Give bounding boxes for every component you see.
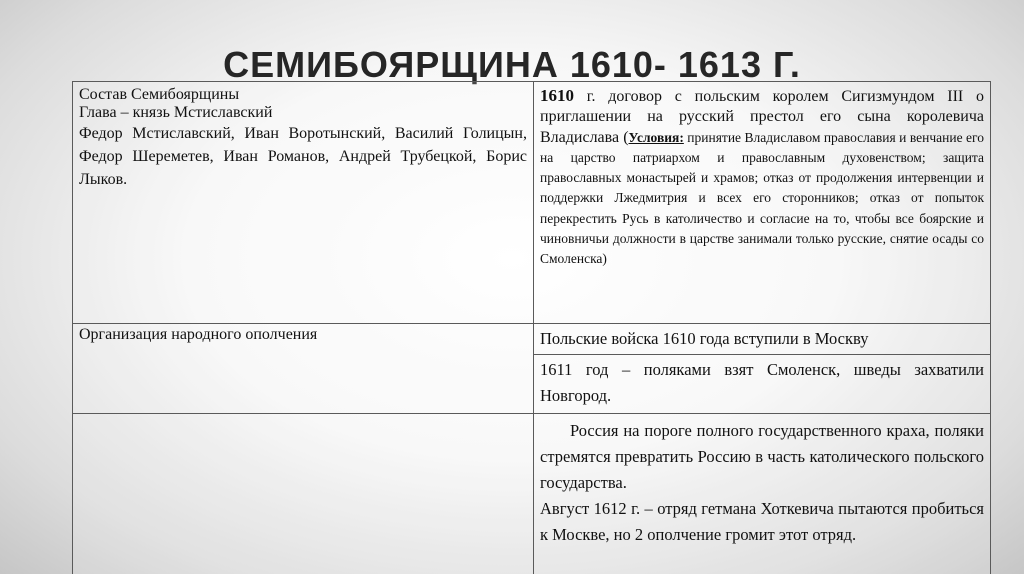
- smolensk-cell: [534, 355, 991, 414]
- table-row: [73, 324, 991, 355]
- conditions-open: (: [623, 128, 629, 146]
- smolensk-text: 1611 год – поляками взят Смоленск, шведы захватили Новгород.: [540, 360, 984, 405]
- history-table: [72, 81, 991, 574]
- militia-text: Организация народного ополчения: [79, 326, 318, 343]
- composition-heading: Состав Семибоярщины: [79, 86, 240, 103]
- collapse-block: [540, 418, 984, 548]
- history-table-container: [72, 81, 990, 574]
- members-list: Федор Мстиславский, Иван Воротынский, Василий Голицын, Федор Шереметев, Иван Романов, Андрей Трубецкой, Борис Лыков.: [79, 125, 527, 188]
- head-line: Глава – князь Мстиславский: [79, 104, 273, 121]
- treaty-lead: г. договор с польским королем Сигизмундом III о приглашении на русский престол его сына королевича Владислава: [540, 88, 984, 146]
- composition-cell: [73, 82, 534, 324]
- collapse-text: Россия на пороге полного государственного краха, поляки стремятся превратить Россию в часть католического польского государства.: [540, 421, 984, 492]
- empty-cell: [73, 414, 534, 574]
- collapse-cell: [534, 414, 991, 574]
- conditions-label: Условия:: [628, 129, 684, 145]
- polish-troops-text: Польские войска 1610 года вступили в Москву: [540, 329, 869, 348]
- page-title: СЕМИБОЯРЩИНА 1610- 1613 Г.: [223, 44, 801, 85]
- august-text: Август 1612 г. – отряд гетмана Хоткевича пытаются пробиться к Москве, но 2 ополчение громит этот отряд.: [540, 499, 984, 544]
- treaty-cell: [534, 82, 991, 324]
- polish-troops-cell: [534, 324, 991, 355]
- conditions-text: принятие Владиславом православия и венчание его на царство патриархом и православным духовенством; защита православных монастырей и храмов; отказ от продолжения интервенции и поддержки Лжедмитрия и всех его сторонников; отказ от попыток перекрестить Русь в католичество и согласие на то, чтобы все боярские и чиновничьи должности в царстве занимали только русские, снятие осады со Смоленска): [540, 129, 984, 267]
- treaty-text: [540, 86, 984, 270]
- militia-cell: [73, 324, 534, 414]
- table-row: [73, 82, 991, 324]
- treaty-year: 1610: [540, 86, 574, 105]
- table-row: [73, 414, 991, 574]
